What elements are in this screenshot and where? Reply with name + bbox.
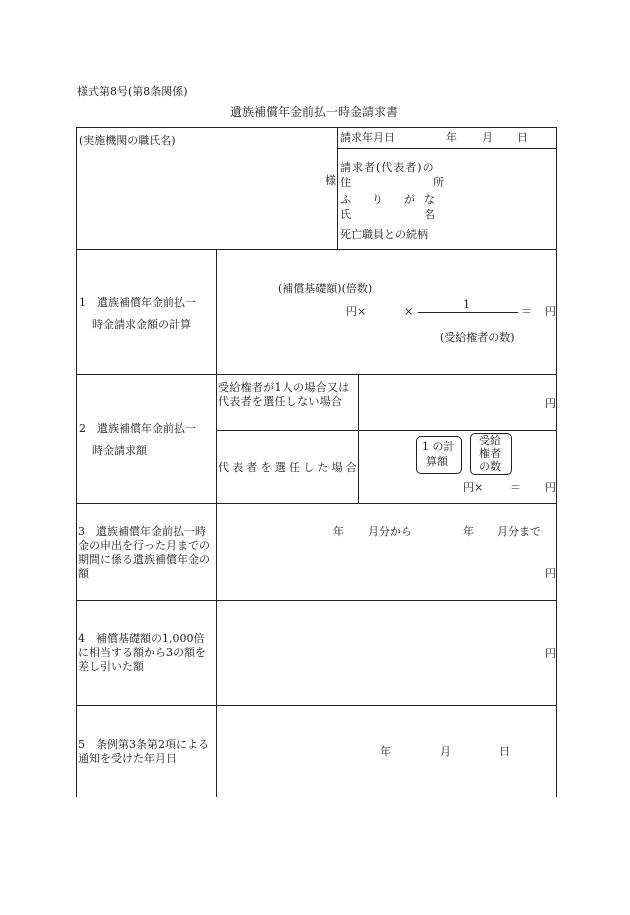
row1-yen: 円: [545, 305, 556, 318]
row1-equals: ＝: [521, 305, 532, 318]
divider-label-column: [216, 249, 217, 797]
row3-year-b: 年: [463, 525, 474, 538]
row5-label: 5 条例第3条第2項による通知を受けた年月日: [78, 738, 209, 765]
row2-calc-line1: 1 の計: [422, 440, 455, 453]
row4-yen: 円: [545, 647, 556, 660]
table-border-top: [76, 127, 557, 128]
row5-day: 日: [499, 745, 510, 758]
row2-case-a: 受給権者が1人の場合又は代表者を選任しない場合: [218, 381, 350, 408]
row2-case-b: 代表者を選任した場合: [218, 461, 360, 474]
furigana-4: な: [424, 193, 435, 206]
request-day: 日: [517, 131, 528, 144]
row2-ben-line2: 権者: [479, 447, 501, 460]
divider-row2: [76, 374, 557, 375]
furigana-2: り: [372, 193, 383, 206]
row2-yen-a: 円: [545, 397, 556, 410]
relation-label: 死亡職員との続柄: [340, 228, 428, 241]
request-year: 年: [446, 131, 457, 144]
divider-row1: [76, 249, 557, 250]
row1-label-line1: 1 遺族補償年金前払一: [79, 296, 196, 309]
divider-row5: [76, 705, 557, 706]
row3-year-a: 年: [333, 525, 344, 538]
divider-row3: [76, 503, 557, 504]
sama-label: 様: [325, 174, 336, 187]
row3-to: 月分まで: [497, 525, 541, 538]
address-label-a: 住: [340, 176, 351, 189]
name-label-b: 名: [424, 208, 435, 221]
row3-yen: 円: [545, 567, 556, 580]
row5-month: 月: [440, 745, 451, 758]
form-number: 様式第8号(第8条関係): [77, 85, 188, 98]
row5-year: 年: [380, 745, 391, 758]
divider-row2-vertical: [358, 374, 359, 503]
row2-calc-line2: 算額: [426, 455, 448, 468]
divider-date: [337, 148, 557, 149]
row1-formula-header: (補償基礎額)(倍数): [278, 282, 373, 295]
row4-label: 4 補償基礎額の1,000倍に相当する額から3の額を差し引いた額: [78, 632, 206, 673]
row3-label: 3 遺族補償年金前払一時金の申出を行った月までの期間に係る遺族補償年金の額: [78, 525, 210, 580]
divider-row4: [76, 600, 557, 601]
name-label-a: 氏: [340, 208, 351, 221]
row1-yen-times: 円×: [346, 305, 367, 318]
row2-yen-times: 円×: [463, 481, 484, 494]
furigana-1: ふ: [340, 193, 351, 206]
row1-fraction-bar: [418, 312, 518, 313]
row1-label-line2: 時金請求金額の計算: [92, 318, 191, 331]
row1-numerator: 1: [463, 298, 470, 311]
page-title: 遺族補償年金前払一時金請求書: [230, 105, 399, 119]
request-month: 月: [482, 131, 493, 144]
row1-times: ×: [404, 305, 414, 318]
request-date-label: 請求年月日: [340, 131, 395, 144]
row2-label-line2: 時金請求額: [92, 444, 147, 457]
table-border-left: [76, 127, 77, 797]
address-label-b: 所: [433, 176, 444, 189]
divider-row2-inner: [216, 430, 557, 431]
row2-ben-line1: 受給: [479, 434, 501, 447]
row2-equals: ＝: [510, 481, 521, 494]
row3-from: 月分から: [368, 525, 412, 538]
claimant-label: 請求者(代表者)の: [340, 161, 435, 174]
row1-denominator: (受給権者の数): [440, 331, 515, 344]
table-border-right: [556, 127, 557, 797]
agency-label: (実施機関の職氏名): [79, 134, 176, 147]
row2-label-line1: 2 遺族補償年金前払一: [79, 422, 196, 435]
divider-top-vertical: [337, 127, 338, 249]
row2-ben-line3: の数: [479, 460, 501, 473]
row2-yen-b: 円: [545, 481, 556, 494]
furigana-3: が: [404, 193, 415, 206]
